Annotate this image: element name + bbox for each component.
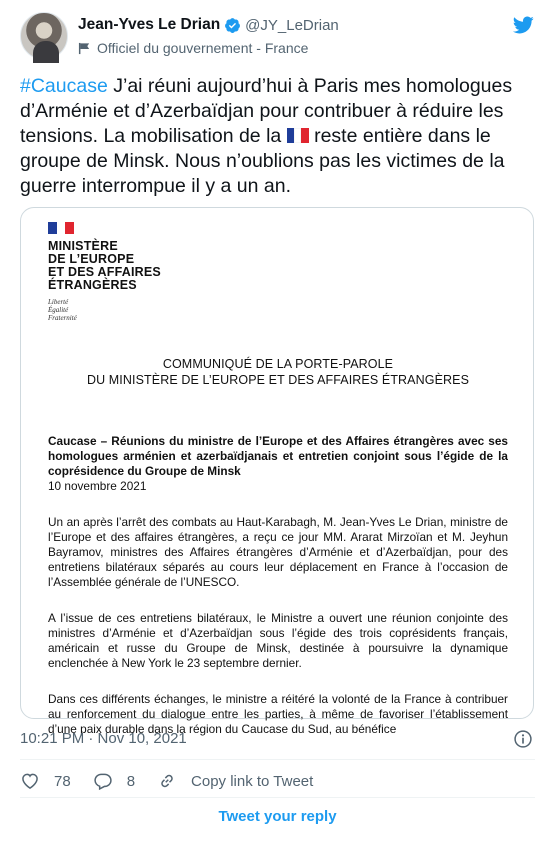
- tweet-text-part-2: reste entière dans le groupe de Minsk. Nous n’oublions pas les victimes de la guerre interrompue il y a un an.: [20, 125, 505, 197]
- motto: [48, 298, 508, 322]
- reply-bubble-icon[interactable]: [93, 771, 113, 791]
- copy-link-label: Copy link to Tweet: [191, 772, 314, 790]
- government-label-text: Officiel du gouvernement - France: [97, 40, 309, 56]
- tweet-actions: [20, 770, 535, 792]
- author-display-name[interactable]: Jean-Yves Le Drian: [78, 16, 221, 33]
- ministry-line: MINISTÈRE: [48, 239, 118, 253]
- verified-badge-icon: [224, 17, 241, 34]
- avatar[interactable]: [20, 12, 68, 60]
- france-flag-icon: [287, 128, 309, 143]
- author-name-row: [78, 15, 339, 35]
- divider: [20, 797, 535, 798]
- link-icon[interactable]: [157, 771, 177, 791]
- ministry-line: DE L’EUROPE: [48, 252, 135, 266]
- tweet-text-part-1: J’ai réuni aujourd’hui à Paris mes homologues d’Arménie et d’Azerbaïdjan pour contribuer à réduire les tensions. La mobilisation de la: [20, 75, 513, 147]
- document-paragraph: Un an après l’arrêt des combats au Haut-Karabagh, M. Jean-Yves Le Drian, ministre de l’Europe et des affaires étrangères, a reçu ce jour MM. Ararat Mirzoïan et M. Jeyhun Bayramov, ministres des Affaires étrangères d’Arménie et d’Azerbaïdjan, pour des entretiens bilatéraux séparés au cours leur déplacement en France à l’occasion de l’Assemblée générale de l’UNESCO.: [48, 515, 508, 589]
- motto-line: Égalité: [48, 306, 69, 314]
- flag-icon: [78, 42, 91, 55]
- document-paragraph: Dans ces différents échanges, le ministre a réitéré la volonté de la France à contribuer au renforcement du dialogue entre les parties, à même de favoriser l’établissement d’une paix durable dans la région du Caucase du Sud, au bénéfice: [48, 692, 508, 736]
- tweet-timestamp[interactable]: 10:21 PM · Nov 10, 2021: [20, 730, 187, 747]
- document-title: Caucase – Réunions du ministre de l’Europe et des Affaires étrangères avec ses homologues arménien et azerbaïdjanais et entretien conjoint sous l’égide de la coprésidence du Groupe de Minsk: [48, 434, 508, 478]
- reply-action[interactable]: [93, 771, 135, 791]
- attached-image[interactable]: [20, 207, 534, 736]
- like-count: 78: [54, 772, 71, 790]
- communique-heading: [48, 356, 508, 388]
- tweet-your-reply-button[interactable]: Tweet your reply: [218, 808, 337, 825]
- communique-line: COMMUNIQUÉ DE LA PORTE-PAROLE: [162, 357, 394, 371]
- reply-count: 8: [126, 772, 136, 790]
- author-handle[interactable]: @JY_LeDrian: [245, 16, 339, 34]
- tweet-text: [20, 74, 535, 199]
- document-date: 10 novembre 2021: [48, 479, 147, 493]
- ministry-name: [48, 240, 508, 292]
- ministry-line: ET DES AFFAIRES: [48, 265, 161, 279]
- author-info: [78, 15, 339, 58]
- marianne-logo-icon: [48, 222, 74, 234]
- document-paragraph: A l’issue de ces entretiens bilatéraux, le Ministre a ouvert une réunion conjointe des ministres d’Arménie et d’Azerbaïdjan sous l’égide des trois coprésidents français, américain et russe du Groupe de Minsk, destinée à poursuivre la dynamique enclenchée à New York le 23 septembre dernier.: [48, 611, 508, 670]
- press-release-document: [48, 222, 508, 737]
- twitter-bird-icon[interactable]: [511, 14, 535, 36]
- ministry-line: ÉTRANGÈRES: [48, 278, 137, 292]
- motto-line: Fraternité: [48, 314, 77, 322]
- hashtag-link[interactable]: #Caucase: [20, 75, 108, 97]
- communique-line: DU MINISTÈRE DE L’EUROPE ET DES AFFAIRES ÉTRANGÈRES: [86, 373, 470, 387]
- info-icon[interactable]: [513, 729, 533, 749]
- government-label: [78, 38, 339, 58]
- like-action[interactable]: [20, 771, 71, 791]
- heart-icon[interactable]: [20, 771, 40, 791]
- copy-link-action[interactable]: [157, 771, 313, 791]
- motto-line: Liberté: [48, 298, 69, 306]
- tweet-header: [20, 12, 535, 58]
- divider: [20, 759, 535, 760]
